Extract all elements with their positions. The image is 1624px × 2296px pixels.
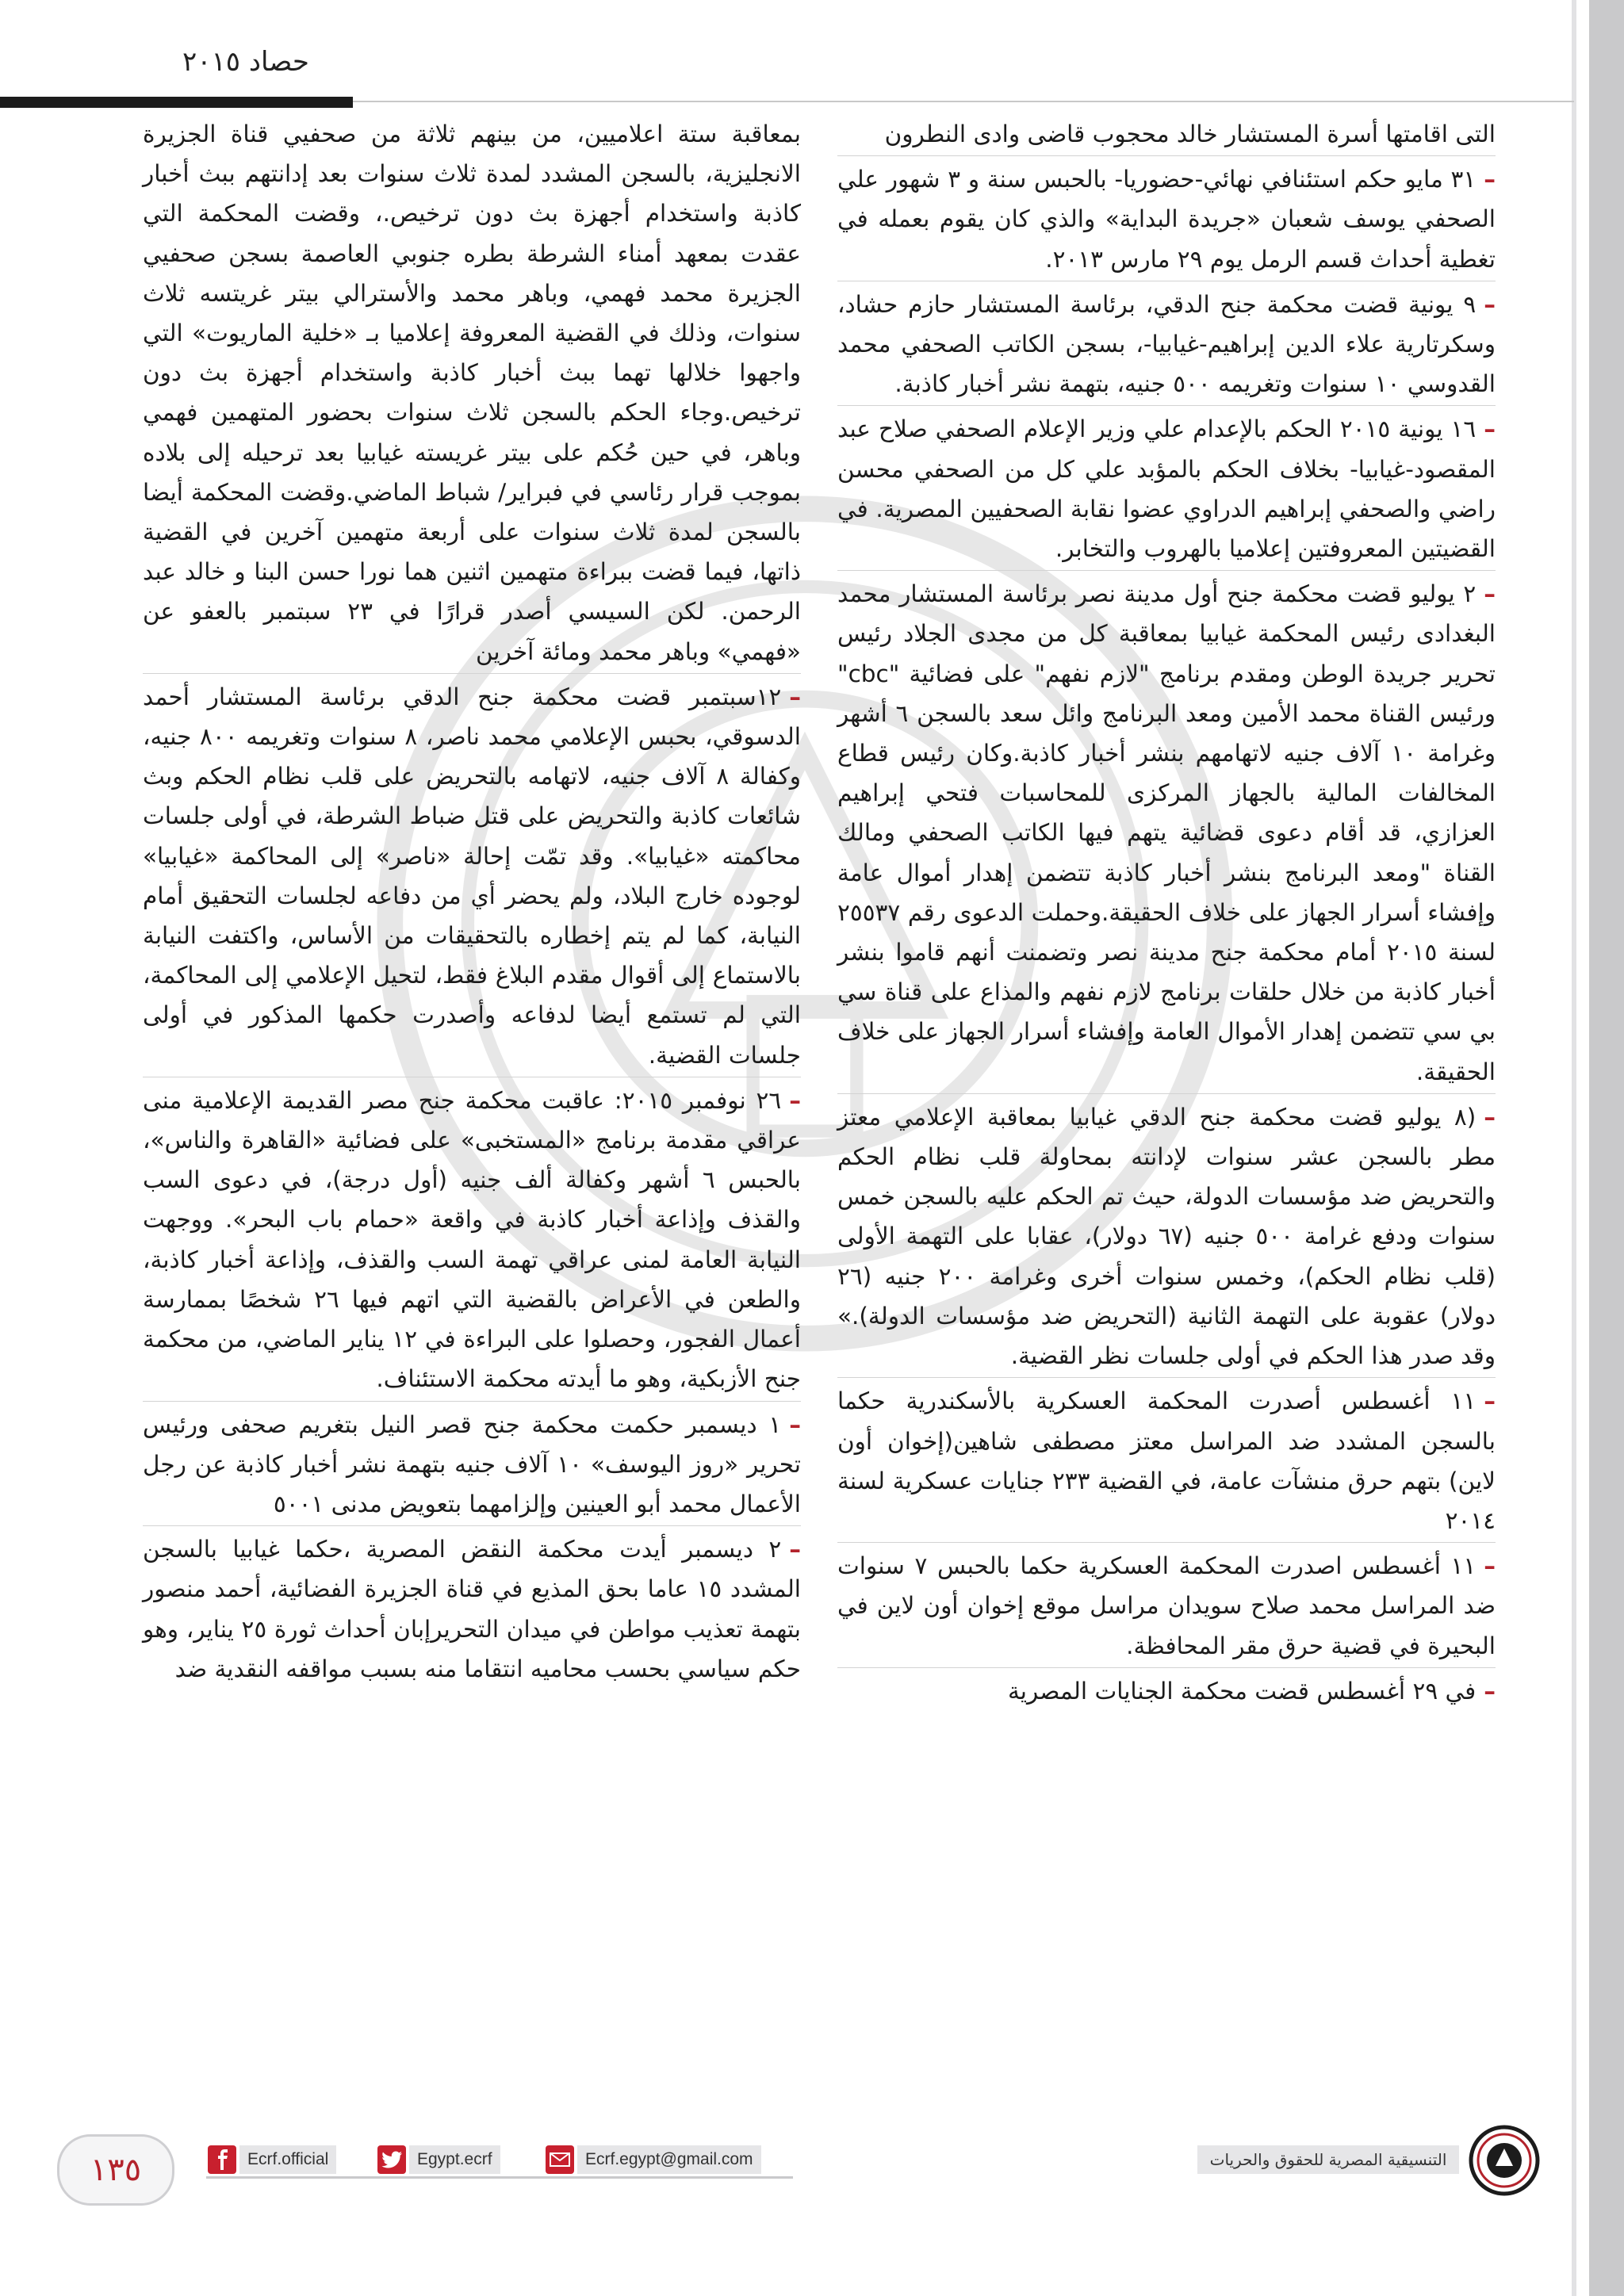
twitter-icon (377, 2145, 406, 2174)
paragraph (143, 114, 801, 672)
bullet-dash: – (1484, 1387, 1496, 1415)
paragraph-divider (837, 1667, 1496, 1668)
text-column-right (837, 114, 1496, 1711)
edge-line (1572, 0, 1576, 2296)
paragraph-divider (143, 1525, 801, 1526)
paragraph-text: ٣١ مايو حكم استئنافي نهائي-حضوريا- بالحبس سنة و ٣ شهور علي الصحفي يوسف شعبان «جريدة البداية» والذي كان يقوم بعمله في تغطية أحداث قسم الرمل يوم ٢٩ مارس ٢٠١٣. (837, 166, 1496, 273)
text-column-left (143, 114, 801, 1689)
email-address: Ecrf.egypt@gmail.com (577, 2145, 761, 2174)
paragraph-text: (٨ يوليو قضت محكمة جنح الدقي غيابيا بمعاقبة الإعلامي معتز مطر بالسجن عشر سنوات لإدانته بمحاولة قلب نظام الحكم والتحريض ضد مؤسسات الدولة، حيث تم الحكم عليه بالسجن خمس سنوات ودفع غرامة ٥٠٠ جنيه (٦٧ دولار)، عقابا على التهمة الأولى (قلب نظام الحكم)، وخمس سنوات أخرى وغرامة ٢٠٠ جنيه (٢٦ دولار) عقوبة على التهمة الثانية (التحريض ضد مؤسسات الدولة).» وقد صدر هذا الحكم في أولى جلسات نظر القضية. (837, 1103, 1496, 1370)
paragraph (837, 574, 1496, 1092)
paragraph-text: ١٢سبتمبر قضت محكمة جنح الدقي برئاسة المستشار أحمد الدسوقي، بحبس الإعلامي محمد ناصر، ٨ سنوات وتغريمه ٨٠٠ جنيه، وكفالة ٨ آلاف جنيه، لاتهامه بالتحريض على قلب نظام الحكم وبث شائعات كاذبة والتحريض على قتل ضباط الشرطة، في أولى جلسات محاكمته «غيابيا». وقد تمّت إحالة «ناصر» إلى المحاكمة «غيابيا» لوجوده خارج البلاد، ولم يحضر أي من دفاعه لجلسات التحقيق أمام النيابة، كما لم يتم إخطاره بالتحقيقات من الأساس، واكتفت النيابة بالاستماع إلى أقوال مقدم البلاغ فقط، لتحيل الإعلامي إلى المحاكمة، التي لم تستمع أيضا لدفاعه وأصدرت حكمها المذكور في أولى جلسات القضية. (143, 683, 801, 1069)
paragraph (143, 1405, 801, 1525)
paragraph-text: ١ ديسمبر حكمت محكمة جنح قصر النيل بتغريم صحفى ورئيس تحرير «روز اليوسف» ١٠ آلاف جنيه بتهمة نشر أخبار كاذبة عن رجل الأعمال محمد أبو العينين وإلزامهما بتعويض مدنى ٥٠٠١ (143, 1410, 801, 1517)
paragraph-text: ٩ يونية قضت محكمة جنح الدقي، برئاسة المستشار حازم حشاد، وسكرتارية علاء الدين إبراهيم-غيابيا-، بسجن الكاتب الصحفي محمد القدوسي ١٠ سنوات وتغريمه ٥٠٠ جنيه، بتهمة نشر أخبار كاذبة. (837, 290, 1496, 398)
paragraph (143, 1081, 801, 1399)
bullet-dash: – (1484, 166, 1496, 193)
footer-line (206, 2176, 793, 2179)
header-rule (353, 101, 1574, 102)
bullet-dash: – (789, 1410, 801, 1438)
paragraph-divider (837, 570, 1496, 571)
facebook-handle: Ecrf.official (239, 2145, 336, 2174)
email-link[interactable] (546, 2145, 761, 2174)
paragraph-text: ١٦ يونية ٢٠١٥ الحكم بالإعدام علي وزير الإعلام الصحفي صلاح عبد المقصود-غيابيا- بخلاف الحكم بالمؤبد علي كل من الصحفي محسن راضي والصحفي إبراهيم الدراوي عضوا نقابة الصحفيين المصرية. في القضيتين المعروفتين إعلاميا بالهروب والتخابر. (837, 415, 1496, 563)
paragraph (837, 409, 1496, 568)
bullet-dash: – (789, 683, 801, 710)
paragraph-text: التى اقامتها أسرة المستشار خالد محجوب قاضى وادى النطرون (884, 121, 1496, 147)
paragraph (837, 1671, 1496, 1711)
edge-strip (1589, 0, 1624, 2296)
facebook-link[interactable] (208, 2145, 336, 2174)
twitter-handle: Egypt.ecrf (409, 2145, 500, 2174)
paragraph-text: ٢ ديسمبر أيدت محكمة النقض المصرية ،حكما غيابيا بالسجن المشدد ١٥ عاما بحق المذيع في قناة الجزيرة الفضائية، أحمد منصور بتهمة تعذيب مواطن في ميدان التحريرإبان أحداث ثورة ٢٥ يناير، وهو حكم سياسي بحسب محاميه انتقاما منه بسبب مواقفه النقدية ضد (143, 1536, 802, 1682)
bullet-dash: – (789, 1086, 801, 1114)
paragraph-divider (837, 405, 1496, 406)
org-name: التنسيقية المصرية للحقوق والحريات (1197, 2145, 1459, 2174)
paragraph-text: ٢ يوليو قضت محكمة جنح أول مدينة نصر برئاسة المستشار محمد البغدادى رئيس المحكمة غيابيا بمعاقبة كل من مجدى الجلاد رئيس تحرير جريدة الوطن ومقدم برنامج "لازم نفهم" على فضائية "cbc" ورئيس القناة محمد الأمين ومعد البرنامج وائل سعد بالسجن ٦ أشهر وغرامة ١٠ آلاف جنيه لاتهامهم بنشر أخبار كاذبة.وكان رئيس قطاع المخالفات المالية بالجهاز المركزى للمحاسبات فتحي إبراهيم العزازي، قد أقام دعوى قضائية يتهم فيها الكاتب الصحفي ومالك القناة "ومعد البرنامج بنشر أخبار كاذبة تتضمن إهدار أموال عامة وإفشاء أسرار الجهاز على خلاف الحقيقة.وحملت الدعوى رقم ٢٥٥٣٧ لسنة ٢٠١٥ أمام محكمة جنح مدينة نصر وتضمنت أنهم قاموا بنشر أخبار كاذبة من خلال حلقات برنامج لازم نفهم والمذاع على قناة سي بي سي تتضمن إهدار الأموال العامة وإفشاء أسرار الجهاز على خلاف الحقيقة. (837, 580, 1496, 1085)
paragraph-divider (837, 1093, 1496, 1094)
paragraph (837, 1097, 1496, 1376)
paragraph (837, 285, 1496, 404)
paragraph (143, 1529, 801, 1689)
paragraph-text: ١١ أغسطس اصدرت المحكمة العسكرية حكما بالحبس ٧ سنوات ضد المراسل محمد صلاح سويدان مراسل موقع إخوان أون لاين في البحيرة في قضية حرق مقر المحافظة. (837, 1552, 1496, 1659)
paragraph (837, 1381, 1496, 1540)
bullet-dash: – (1484, 580, 1496, 608)
header-bar (0, 97, 353, 108)
bullet-dash: – (789, 1536, 801, 1563)
page-header-title: حصاد ٢٠١٥ (182, 46, 309, 78)
paragraph (837, 1546, 1496, 1666)
paragraph-divider (837, 155, 1496, 156)
bullet-dash: – (1484, 290, 1496, 318)
paragraph (837, 114, 1496, 154)
paragraph-divider (837, 1542, 1496, 1543)
bullet-dash: – (1484, 1677, 1496, 1705)
paragraph-divider (143, 1401, 801, 1402)
facebook-icon (208, 2145, 236, 2174)
paragraph-divider (837, 1377, 1496, 1378)
paragraph (143, 677, 801, 1075)
email-icon (546, 2145, 574, 2174)
page-number: ١٣٥ (57, 2134, 174, 2206)
paragraph-text: ١١ أغسطس أصدرت المحكمة العسكرية بالأسكندرية حكما بالسجن المشدد ضد المراسل معتز مصطفى شاهين(إخوان أون لاين) بتهم حرق منشآت عامة، في القضية ٢٣٣ جنايات عسكرية لسنة ٢٠١٤ (837, 1387, 1496, 1534)
paragraph (837, 159, 1496, 279)
paragraph-text: في ٢٩ أغسطس قضت محكمة الجنايات المصرية (1007, 1677, 1477, 1705)
paragraph-text: ٢٦ نوفمبر ٢٠١٥: عاقبت محكمة جنح مصر القديمة الإعلامية منى عراقي مقدمة برنامج «المستخبى» على فضائية «القاهرة والناس»، بالحبس ٦ أشهر وكفالة ألف جنيه (أول درجة)، في دعوى السب والقذف وإذاعة أخبار كاذبة في واقعة «حمام باب البحر». ووجهت النيابة العامة لمنى عراقي تهمة السب والقذف، وإذاعة أخبار كاذبة، والطعن في الأعراض بالقضية التي اتهم فيها ٢٦ شخصًا بممارسة أعمال الفجور، وحصلوا على البراءة في ١٢ يناير الماضي، من محكمة جنح الأزبكية، وهو ما أيدته محكمة الاستئناف. (143, 1086, 802, 1393)
bullet-dash: – (1484, 1552, 1496, 1580)
twitter-link[interactable] (377, 2145, 500, 2174)
bullet-dash: – (1484, 1103, 1496, 1131)
paragraph-divider (143, 673, 801, 674)
paragraph-text: بمعاقبة ستة اعلاميين، من بينهم ثلاثة من صحفيي قناة الجزيرة الانجليزية، بالسجن المشدد لمدة ثلاث سنوات بعد إدانتهم ببث أخبار كاذبة واستخدام أجهزة بث دون ترخيص.، وقضت المحكمة التي عقدت بمعهد أمناء الشرطة بطره جنوبي العاصمة بسجن صحفيي الجزيرة محمد فهمي، وباهر محمد والأسترالي بيتر غريتسه ثلاث سنوات، وذلك في القضية المعروفة إعلاميا بـ «خلية الماريوت» التي واجهوا خلالها تهما ببث أخبار كاذبة واستخدام أجهزة بث دون ترخيص.وجاء الحكم بالسجن ثلاث سنوات بحضور المتهمين فهمي وباهر، في حين حُكم على بيتر غريسته غيابيا بعد ترحيله إلى بلاده بموجب قرار رئاسي في فبراير/ شباط الماضي.وقضت المحكمة أيضا بالسجن لمدة ثلاث سنوات على أربعة متهمين آخرين في القضية ذاتها، فيما قضت ببراءة متهمين اثنين هما نورا حسن البنا و خالد عبد الرحمن. لكن السيسي أصدر قرارًا في ٢٣ سبتمبر بالعفو عن «فهمي» وباهر محمد ومائة آخرين (143, 121, 802, 665)
org-logo-icon (1469, 2125, 1540, 2196)
bullet-dash: – (1484, 415, 1496, 443)
